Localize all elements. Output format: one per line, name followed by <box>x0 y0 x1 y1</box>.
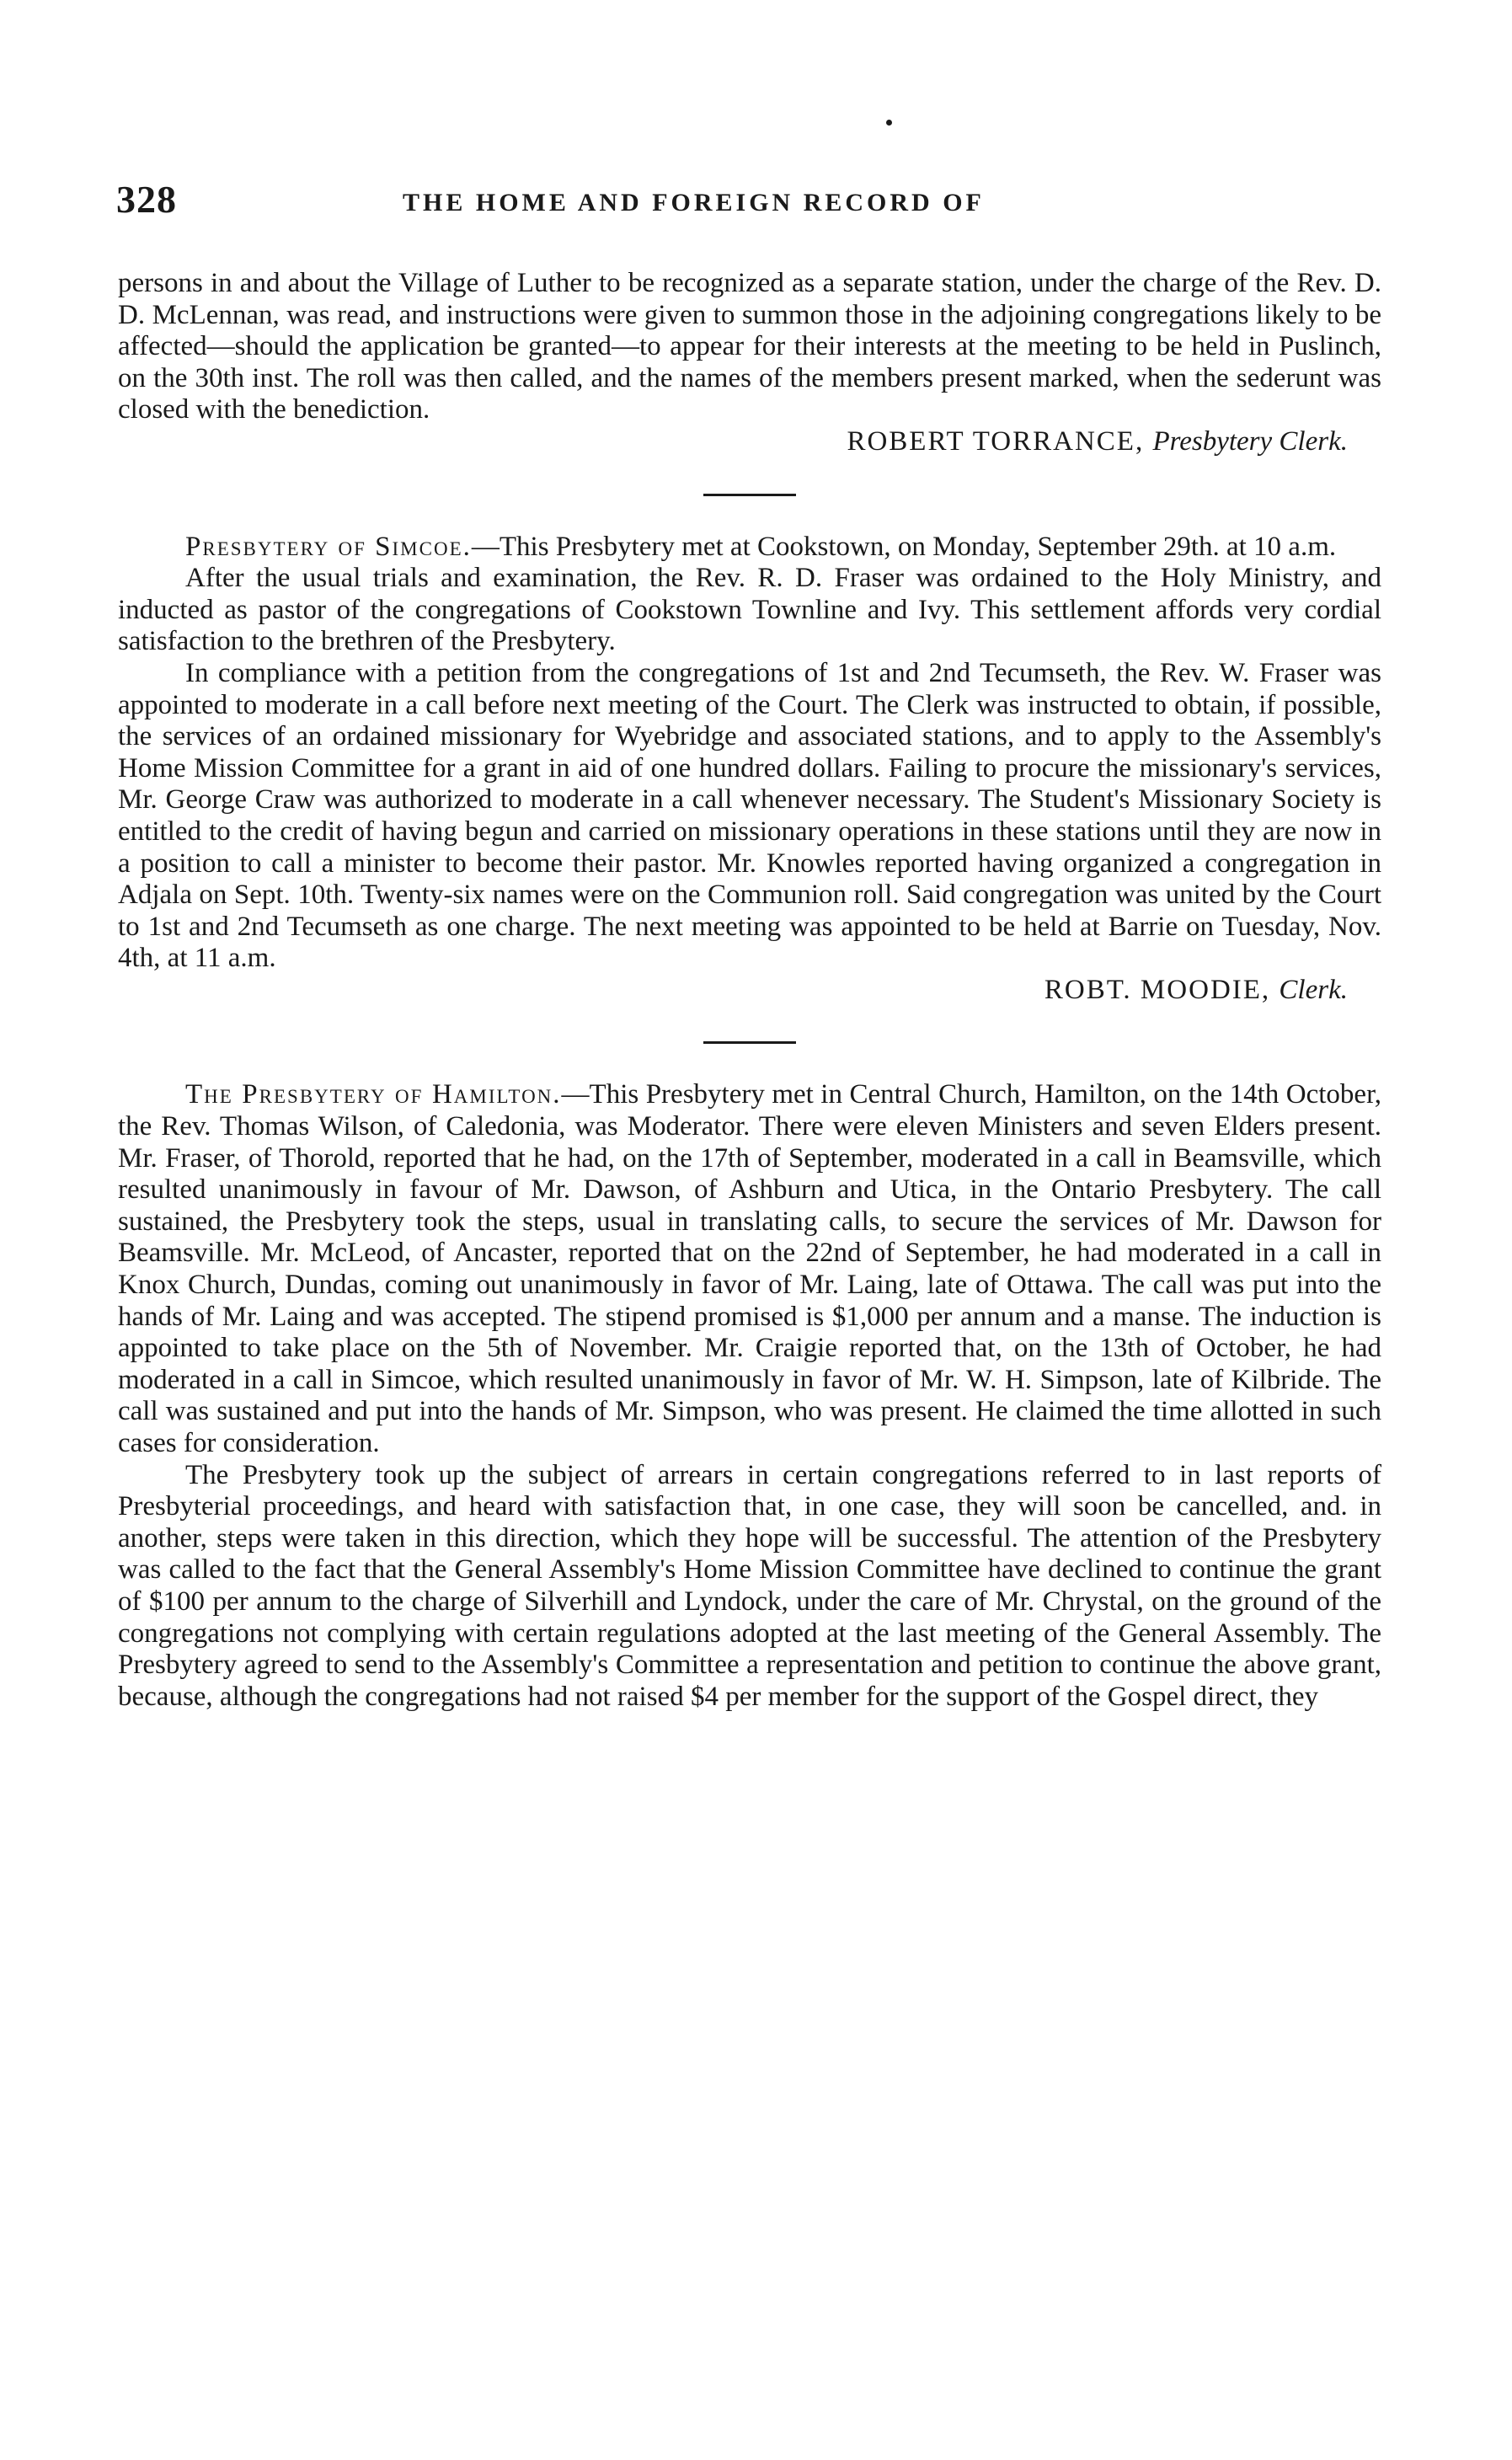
signature-moodie <box>118 975 1381 1007</box>
page-header <box>116 177 1380 227</box>
signature-torrance <box>118 426 1381 458</box>
section-heading-simcoe: Presbytery of Simcoe. <box>185 531 472 562</box>
print-speck <box>886 120 892 126</box>
continuation-paragraph: persons in and about the Village of Luther to be recognized as a separate station, under the charge of the Rev. D. D. McLennan, was read, and instructions were given to summon those in the adjoining congregations likely to be affected—should the application be granted—to appear for their interests at the meeting to be held in Puslinch, on the 30th inst. The roll was then called, and the names of the members present marked, when the sederunt was closed with the benediction. <box>118 268 1381 425</box>
simcoe-intro-text: —This Presbytery met at Cookstown, on Monday, September 29th. at 10 a.m. <box>471 531 1337 562</box>
signature-name: ROBERT TORRANCE, <box>847 425 1145 457</box>
simcoe-paragraph-2: After the usual trials and examination, the Rev. R. D. Fraser was ordained to the Holy Ministry, and inducted as pastor of the congregations of Cookstown Townline and Ivy. This settlement affords very cordial satisfaction to the brethren of the Presbytery. <box>118 563 1381 657</box>
signature-title: Presbytery Clerk. <box>1152 425 1348 457</box>
article-body <box>118 268 1381 1713</box>
section-heading-hamilton: The Presbytery of Hamilton. <box>185 1079 562 1110</box>
hamilton-paragraph-2: The Presbytery took up the subject of arrears in certain congregations referred to in last reports of Presbyterial proceedings, and heard with satisfaction that, in one case, they will soon be cancelled, and. in another, steps were taken in this direction, which they hope will be successful. The attention of the Presbytery was called to the fact that the General Assembly's Home Mission Committee have declined to continue the grant of $100 per annum to the charge of Silverhill and Lyndock, under the care of Mr. Chrystal, on the ground of the congregations not complying with certain regulations adopted at the last meeting of the General Assembly. The Presbytery agreed to send to the Assembly's Committee a representation and petition to continue the above grant, because, although the congregations had not raised $4 per member for the support of the Gospel direct, they <box>118 1459 1381 1712</box>
running-head: THE HOME AND FOREIGN RECORD OF <box>403 189 985 217</box>
hamilton-paragraph-1 <box>118 1079 1381 1459</box>
hamilton-intro-text: —This Presbytery met in Central Church, Hamilton, on the 14th October, the Rev. Thomas Wilson, of Caledonia, was Moderator. There were eleven Ministers and seven Elders present. Mr. Fraser, of Thorold, reported that he had, on the 17th of September, moderated in a call in Beamsville, which resulted unanimously in favour of Mr. Dawson, of Ashburn and Utica, in the Ontario Presbytery. The call sustained, the Presbytery took the steps, usual in translating calls, to secure the services of Mr. Dawson for Beamsville. Mr. McLeod, of Ancaster, reported that on the 22nd of September, he had moderated in a call in Knox Church, Dundas, coming out unanimously in favor of Mr. Laing, late of Ottawa. The call was put into the hands of Mr. Laing and was accepted. The stipend promised is $1,000 per annum and a manse. The induction is appointed to take place on the 5th of November. Mr. Craigie reported that, on the 13th of October, he had moderated in a call in Simcoe, which resulted unanimously in favor of Mr. W. H. Simpson, late of Kilbride. The call was sustained and put into the hands of Mr. Simpson, who was present. He claimed the time allotted in such cases for consideration. <box>118 1079 1381 1458</box>
simcoe-paragraph-1 <box>118 532 1381 564</box>
section-divider <box>703 494 796 496</box>
signature-title: Clerk. <box>1279 974 1348 1005</box>
section-divider <box>703 1041 796 1044</box>
simcoe-paragraph-3: In compliance with a petition from the congregations of 1st and 2nd Tecumseth, the Rev. W. Fraser was appointed to moderate in a call before next meeting of the Court. The Clerk was instructed to obtain, if possible, the services of an ordained missionary for Wyebridge and associated stations, and to apply to the Assembly's Home Mission Committee for a grant in aid of one hundred dollars. Failing to procure the missionary's services, Mr. George Craw was authorized to moderate in a call whenever necessary. The Student's Missionary Society is entitled to the credit of having begun and carried on missionary operations in these stations until they are now in a position to call a minister to become their pastor. Mr. Knowles reported having organized a congregation in Adjala on Sept. 10th. Twenty-six names were on the Communion roll. Said congregation was united by the Court to 1st and 2nd Tecumseth as one charge. The next meeting was appointed to be held at Barrie on Tuesday, Nov. 4th, at 11 a.m. <box>118 657 1381 974</box>
page-number: 328 <box>116 178 177 221</box>
signature-name: ROBT. MOODIE, <box>1044 974 1271 1005</box>
